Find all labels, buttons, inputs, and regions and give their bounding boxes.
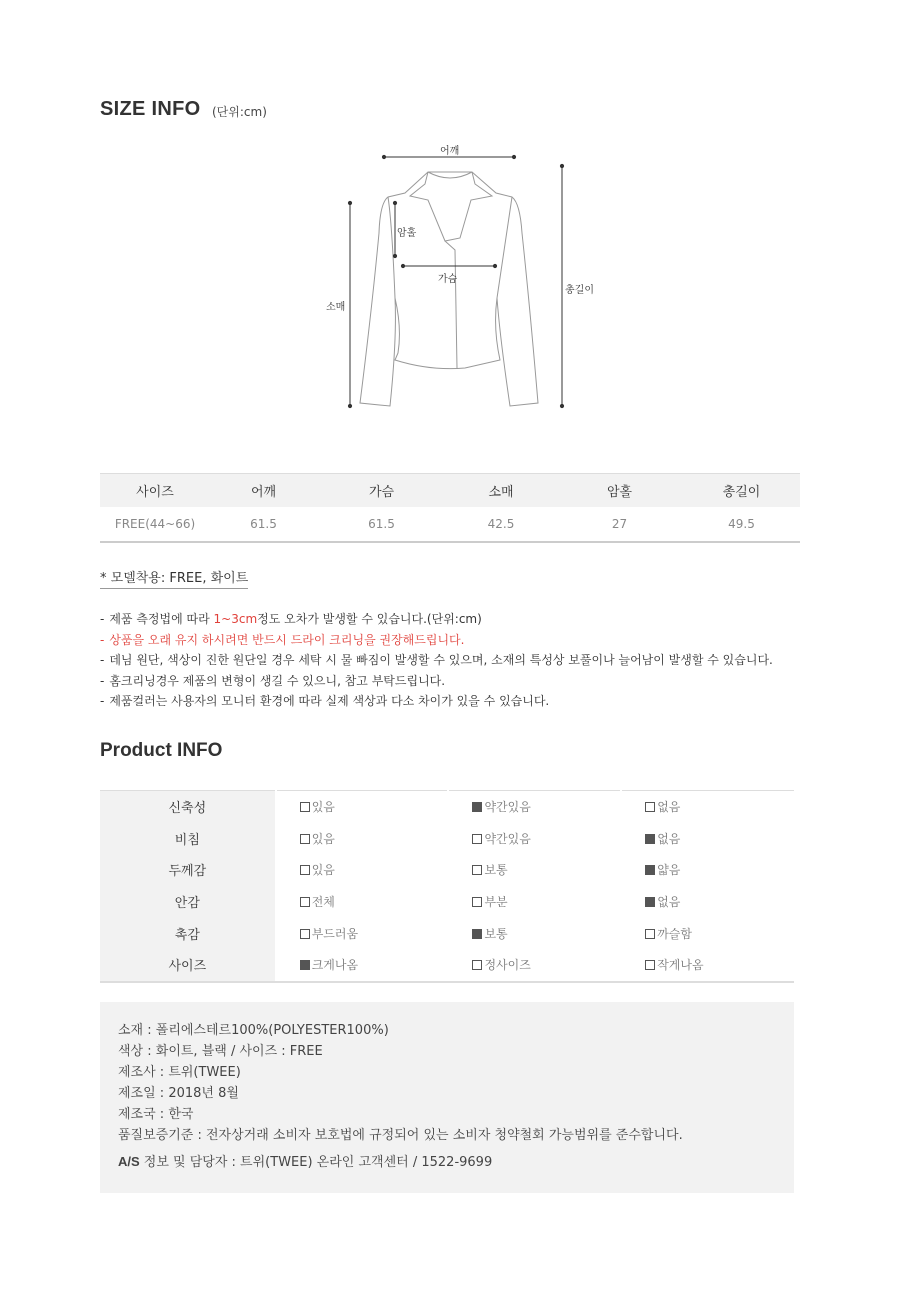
option-label: 부드러움	[311, 926, 359, 941]
option-label: 얇음	[657, 863, 681, 878]
checked-box-icon	[300, 960, 310, 970]
checked-box-icon	[472, 802, 482, 812]
note-text: 홈크리닝경우 제품의 변형이 생길 수 있으니, 참고 부탁드립니다.	[109, 673, 446, 688]
option-label: 있음	[311, 800, 335, 815]
option-label: 보통	[484, 926, 508, 941]
shoulder-label: 어깨	[440, 146, 460, 157]
product-info-option	[276, 917, 449, 949]
unchecked-box-icon	[300, 865, 310, 875]
unchecked-box-icon	[300, 802, 310, 812]
unchecked-box-icon	[645, 802, 655, 812]
product-info-option	[448, 949, 621, 982]
note-line	[100, 650, 773, 671]
size-header-length: 총길이	[683, 474, 800, 508]
length-label: 총길이	[565, 285, 594, 296]
armhole-label: 암홀	[397, 228, 417, 239]
product-info-row	[100, 854, 794, 886]
checked-box-icon	[645, 834, 655, 844]
model-note: * 모델착용: FREE, 화이트	[100, 567, 248, 589]
note-text: 정도 오차가 발생할 수 있습니다.(단위:cm)	[257, 612, 482, 626]
product-info-option	[448, 886, 621, 918]
checked-box-icon	[472, 929, 482, 939]
option-label: 작게나옴	[657, 958, 704, 973]
as-prefix: A/S	[118, 1154, 140, 1169]
unchecked-box-icon	[472, 834, 482, 844]
product-details	[118, 1020, 683, 1173]
detail-as	[118, 1151, 683, 1173]
unchecked-box-icon	[472, 960, 482, 970]
note-text: 상품을 오래 유지 하시려면 반드시 드라이 크리닝을 권장해드립니다.	[109, 632, 465, 647]
unchecked-box-icon	[300, 834, 310, 844]
option-label: 전체	[311, 895, 335, 910]
option-label: 약간있음	[484, 800, 531, 815]
note-line	[100, 691, 773, 712]
note-dash: -	[100, 694, 105, 708]
note-dash: -	[100, 612, 105, 626]
product-info-option	[448, 917, 621, 949]
product-info-option	[621, 854, 794, 886]
option-label: 약간있음	[484, 831, 531, 846]
product-info-option	[448, 823, 621, 855]
option-label: 있음	[311, 831, 335, 846]
option-label: 보통	[484, 863, 508, 878]
detail-maker: 제조사 : 트위(TWEE)	[118, 1065, 241, 1080]
sleeve-label: 소매	[326, 302, 346, 313]
product-info-option	[276, 791, 449, 823]
product-info-option	[448, 854, 621, 886]
option-label: 크게나옴	[311, 958, 359, 973]
product-info-option	[621, 886, 794, 918]
size-cell-chest: 61.5	[317, 507, 446, 542]
option-label: 정사이즈	[484, 958, 531, 973]
unchecked-box-icon	[300, 929, 310, 939]
checked-box-icon	[645, 865, 655, 875]
size-table-row	[100, 507, 800, 542]
product-info-option	[621, 949, 794, 982]
size-info-title: SIZE INFO	[100, 98, 201, 120]
product-info-row	[100, 823, 794, 855]
option-label: 없음	[657, 895, 681, 910]
product-info-option	[621, 917, 794, 949]
product-info-label: 안감	[100, 886, 276, 918]
unchecked-box-icon	[472, 897, 482, 907]
note-text: 제품컬러는 사용자의 모니터 환경에 따라 실제 색상과 다소 차이가 있을 수 있습니다.	[109, 694, 550, 708]
unchecked-box-icon	[645, 960, 655, 970]
jacket-size-diagram	[300, 138, 600, 428]
product-info-table	[100, 790, 794, 983]
note-line	[100, 671, 773, 692]
size-table	[100, 473, 800, 543]
size-table-header	[100, 474, 800, 508]
product-info-row	[100, 886, 794, 918]
product-info-option	[276, 854, 449, 886]
product-info-option	[276, 886, 449, 918]
product-info-row	[100, 791, 794, 823]
product-info-title: Product INFO	[100, 740, 223, 761]
unchecked-box-icon	[472, 865, 482, 875]
option-label: 까슬함	[657, 926, 692, 941]
note-text: 데님 원단, 색상이 진한 원단일 경우 세탁 시 물 빠짐이 발생할 수 있으며, 소재의 특성상 보풀이나 늘어남이 발생할 수 있습니다.	[109, 653, 773, 667]
product-info-row	[100, 917, 794, 949]
product-info-option	[276, 823, 449, 855]
size-header-chest: 가슴	[317, 474, 446, 508]
unchecked-box-icon	[300, 897, 310, 907]
unchecked-box-icon	[645, 929, 655, 939]
checked-box-icon	[645, 897, 655, 907]
product-info-option	[448, 791, 621, 823]
size-header-shoulder: 어깨	[210, 474, 317, 508]
product-info-label: 비침	[100, 823, 276, 855]
detail-quality: 품질보증기준 : 전자상거래 소비자 보호법에 규정되어 있는 소비자 청약철회 가능범위를 준수합니다.	[118, 1128, 683, 1143]
note-text: 제품 측정법에 따라	[109, 612, 214, 626]
size-header-sleeve: 소매	[446, 474, 556, 508]
size-unit-label: (단위:cm)	[212, 105, 267, 119]
note-dash: -	[100, 673, 105, 688]
product-info-label: 신축성	[100, 791, 276, 823]
detail-date: 제조일 : 2018년 8월	[118, 1086, 239, 1101]
product-details-box	[100, 1002, 794, 1193]
product-info-option	[621, 823, 794, 855]
detail-country: 제조국 : 한국	[118, 1107, 194, 1122]
product-info-option	[276, 949, 449, 982]
size-cell-armhole: 27	[556, 507, 683, 542]
product-info-label: 촉감	[100, 917, 276, 949]
note-highlight: 1~3cm	[213, 612, 258, 626]
product-info-label: 두께감	[100, 854, 276, 886]
note-line-warning	[100, 630, 773, 651]
note-dash: -	[100, 653, 105, 667]
option-label: 없음	[657, 831, 681, 846]
detail-material: 소재 : 폴리에스테르100%(POLYESTER100%)	[118, 1023, 389, 1038]
note-line	[100, 609, 773, 630]
size-cell-shoulder: 61.5	[210, 507, 317, 542]
size-header-size: 사이즈	[100, 474, 210, 508]
product-info-option	[621, 791, 794, 823]
product-info-label: 사이즈	[100, 949, 276, 982]
note-dash: -	[100, 632, 105, 647]
chest-label: 가슴	[438, 274, 458, 285]
option-label: 있음	[311, 863, 335, 878]
as-text: 정보 및 담당자 : 트위(TWEE) 온라인 고객센터 / 1522-9699	[139, 1155, 493, 1170]
size-cell-size: FREE(44~66)	[100, 507, 210, 542]
product-info-row	[100, 949, 794, 982]
size-cell-sleeve: 42.5	[446, 507, 556, 542]
size-header-armhole: 암홀	[556, 474, 683, 508]
detail-color-size: 색상 : 화이트, 블랙 / 사이즈 : FREE	[118, 1044, 323, 1059]
option-label: 부분	[484, 895, 508, 910]
care-notes	[100, 609, 773, 712]
option-label: 없음	[657, 800, 681, 815]
size-cell-length: 49.5	[683, 507, 800, 542]
